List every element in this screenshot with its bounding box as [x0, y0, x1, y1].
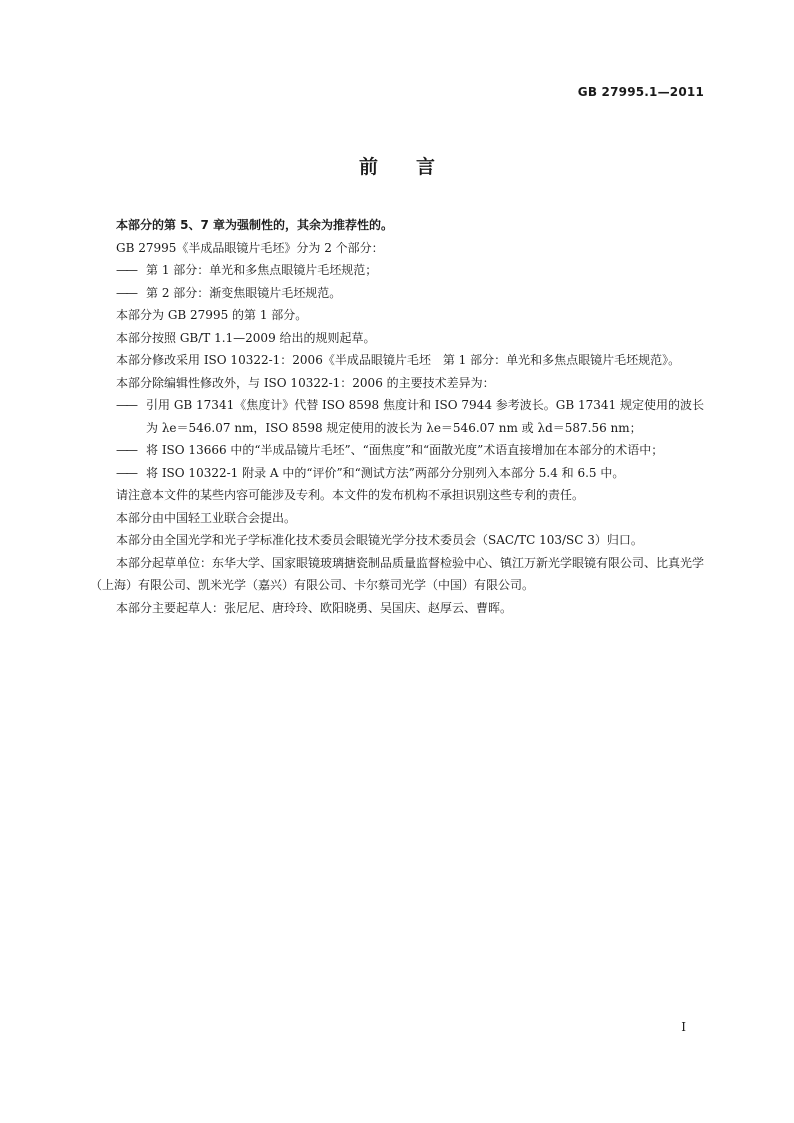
- list-item-text: 引用 GB 17341《焦度计》代替 ISO 8598 焦度计和 ISO 7944 参考波长。GB 17341 规定使用的波长为 λe＝546.07 nm，ISO 8598 规定使用的波长为 λe＝546.07 nm 或 λd＝587.56 nm；: [146, 398, 704, 435]
- page-title: 前言: [358, 156, 473, 178]
- list-item-difference-1: [116, 394, 706, 439]
- list-item-text: 第 1 部分：单光和多焦点眼镜片毛坯规范；: [146, 263, 378, 277]
- paragraph-patent-notice: 请注意本文件的某些内容可能涉及专利。本文件的发布机构不承担识别这些专利的责任。: [116, 488, 585, 502]
- list-item-text: 将 ISO 10322-1 附录 A 中的“评价”和“测试方法”两部分分别列入本部分 5.4 和 6.5 中。: [146, 465, 625, 480]
- paragraph-drafting-units: 本部分起草单位：东华大学、国家眼镜玻璃搪瓷制品质量监督检验中心、镇江万新光学眼镜有限公司、比真光学（上海）有限公司、凯米光学（嘉兴）有限公司、卡尔蔡司光学（中国）有限公司。: [90, 555, 705, 592]
- page-number: I: [681, 1020, 686, 1034]
- paragraph-differences-intro: 本部分除编辑性修改外，与 ISO 10322-1：2006 的主要技术差异为：: [116, 375, 495, 390]
- list-item-text: 第 2 部分：渐变焦眼镜片毛坯规范。: [146, 285, 342, 300]
- paragraph-proposer: 本部分由中国轻工业联合会提出。: [116, 510, 297, 525]
- list-item-difference-3: [116, 462, 706, 485]
- dash-marker: ——: [116, 285, 136, 300]
- dash-marker: ——: [116, 263, 136, 277]
- dash-marker: ——: [116, 465, 136, 480]
- list-item-difference-2: [116, 439, 706, 462]
- paragraph-mandatory-note: 本部分的第 5、7 章为强制性的，其余为推荐性的。: [116, 218, 394, 232]
- dash-marker: ——: [116, 443, 136, 457]
- list-item-part-2: [116, 282, 706, 305]
- standard-code: GB 27995.1—2011: [577, 85, 704, 99]
- paragraph-drafters: 本部分主要起草人：张尼尼、唐玲玲、欧阳晓勇、吴国庆、赵厚云、曹晖。: [116, 600, 513, 615]
- paragraph-parts-intro: GB 27995《半成品眼镜片毛坯》分为 2 个部分：: [116, 240, 384, 255]
- paragraph-part-number: 本部分为 GB 27995 的第 1 部分。: [116, 308, 308, 322]
- dash-marker: ——: [116, 398, 136, 412]
- list-item-part-1: [116, 259, 706, 282]
- paragraph-committee: 本部分由全国光学和光子学标准化技术委员会眼镜光学分技术委员会（SAC/TC 103/SC 3）归口。: [116, 533, 643, 547]
- list-item-text: 将 ISO 13666 中的“半成品镜片毛坯”、“面焦度”和“面散光度”术语直接增加在本部分的术语中；: [146, 443, 664, 457]
- paragraph-drafting-rules: 本部分按照 GB/T 1.1—2009 给出的规则起草。: [116, 330, 376, 345]
- paragraph-iso-adoption: 本部分修改采用 ISO 10322-1：2006《半成品眼镜片毛坯 第 1 部分：单光和多焦点眼镜片毛坯规范》。: [116, 353, 681, 367]
- foreword-body: [90, 214, 706, 619]
